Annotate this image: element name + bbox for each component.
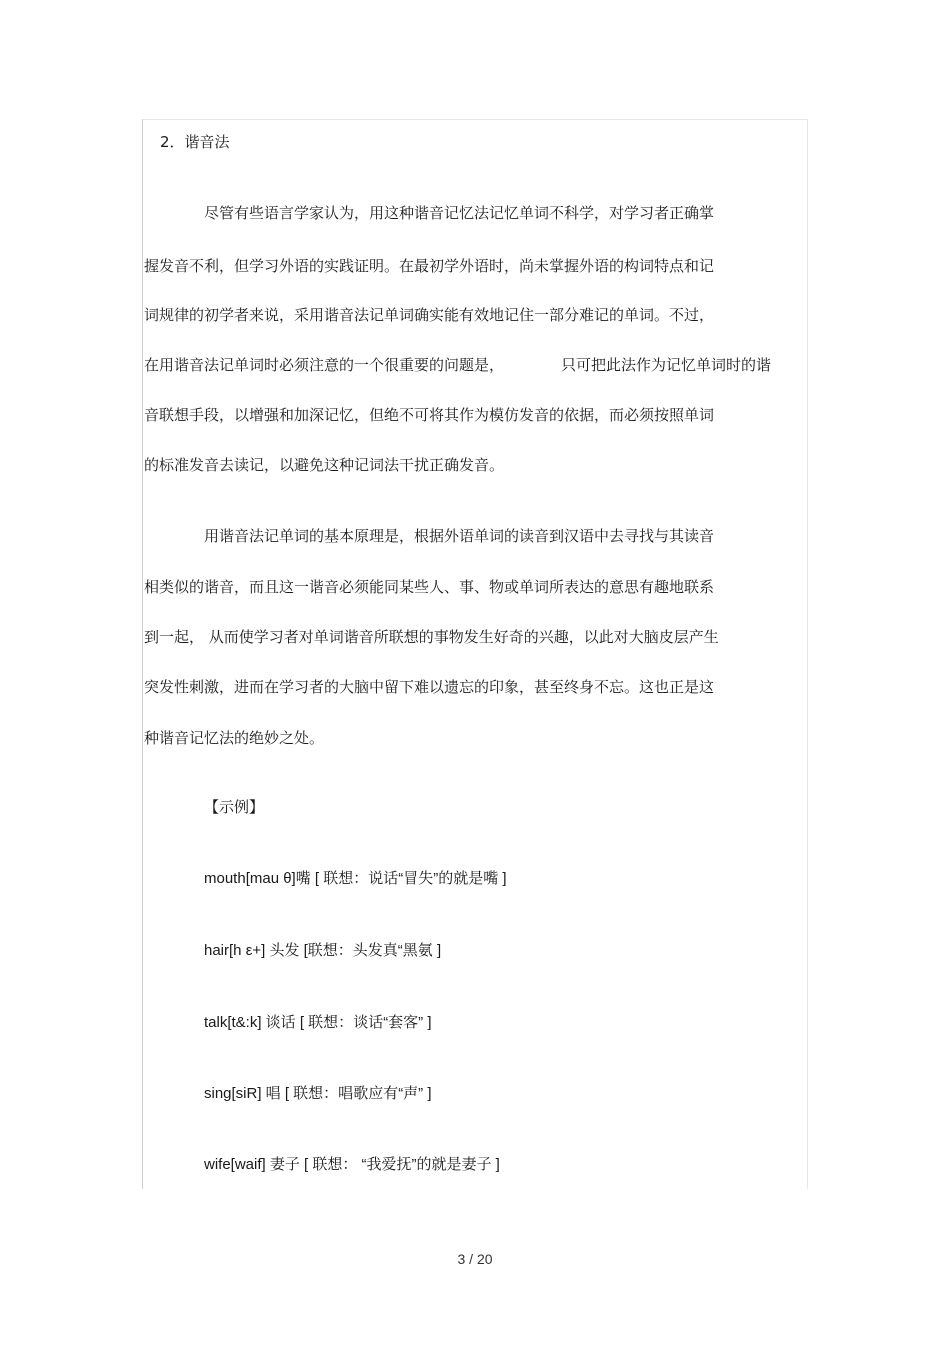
- paragraph-line: 尽管有些语言学家认为，用这种谐音记忆法记忆单词不科学，对学习者正确掌: [204, 204, 715, 222]
- example-label: 【示例】: [204, 798, 265, 816]
- example-entry: sing[siR] 唱 [ 联想：唱歌应有“声” ]: [204, 1085, 432, 1102]
- paragraph-line: 词规律的初学者来说，采用谐音法记单词确实能有效地记住一部分难记的单词。不过，: [144, 306, 715, 324]
- page-indicator: 3 / 20: [457, 1251, 493, 1267]
- example-entry: talk[t&:k] 谈话 [ 联想：谈话“套客” ]: [204, 1014, 432, 1031]
- paragraph-line: 到一起， 从而使学习者对单词谐音所联想的事物发生好奇的兴趣，以此对大脑皮层产生: [144, 628, 719, 646]
- section-heading: 2．谐音法: [160, 133, 230, 151]
- paragraph-line: 音联想手段，以增强和加深记忆，但绝不可将其作为模仿发音的依据，而必须按照单词: [144, 406, 715, 424]
- paragraph-line: 用谐音法记单词的基本原理是，根据外语单词的读音到汉语中去寻找与其读音: [204, 527, 715, 545]
- paragraph-line: 相类似的谐音，而且这一谐音必须能同某些人、事、物或单词所表达的意思有趣地联系: [144, 578, 715, 596]
- paragraph-line: 突发性刺激，进而在学习者的大脑中留下难以遗忘的印象，甚至终身不忘。这也正是这: [144, 678, 715, 696]
- example-entry: hair[h ε+] 头发 [联想：头发真“黑氨 ]: [204, 942, 442, 959]
- paragraph-line: 在用谐音法记单词时必须注意的一个很重要的问题是，: [144, 356, 505, 374]
- paragraph-line: 只可把此法作为记忆单词时的谐: [561, 356, 772, 374]
- paragraph-line: 握发音不利，但学习外语的实践证明。在最初学外语时，尚未掌握外语的构词特点和记: [144, 257, 715, 275]
- paragraph-line: 种谐音记忆法的绝妙之处。: [144, 729, 325, 747]
- example-entry: wife[waif] 妻子 [ 联想： “我爱抚”的就是妻子 ]: [204, 1156, 500, 1173]
- example-entry: mouth[mau θ]嘴 [ 联想：说话“冒失”的就是嘴 ]: [204, 870, 507, 887]
- paragraph-line: 的标准发音去读记，以避免这种记词法干扰正确发音。: [144, 456, 505, 474]
